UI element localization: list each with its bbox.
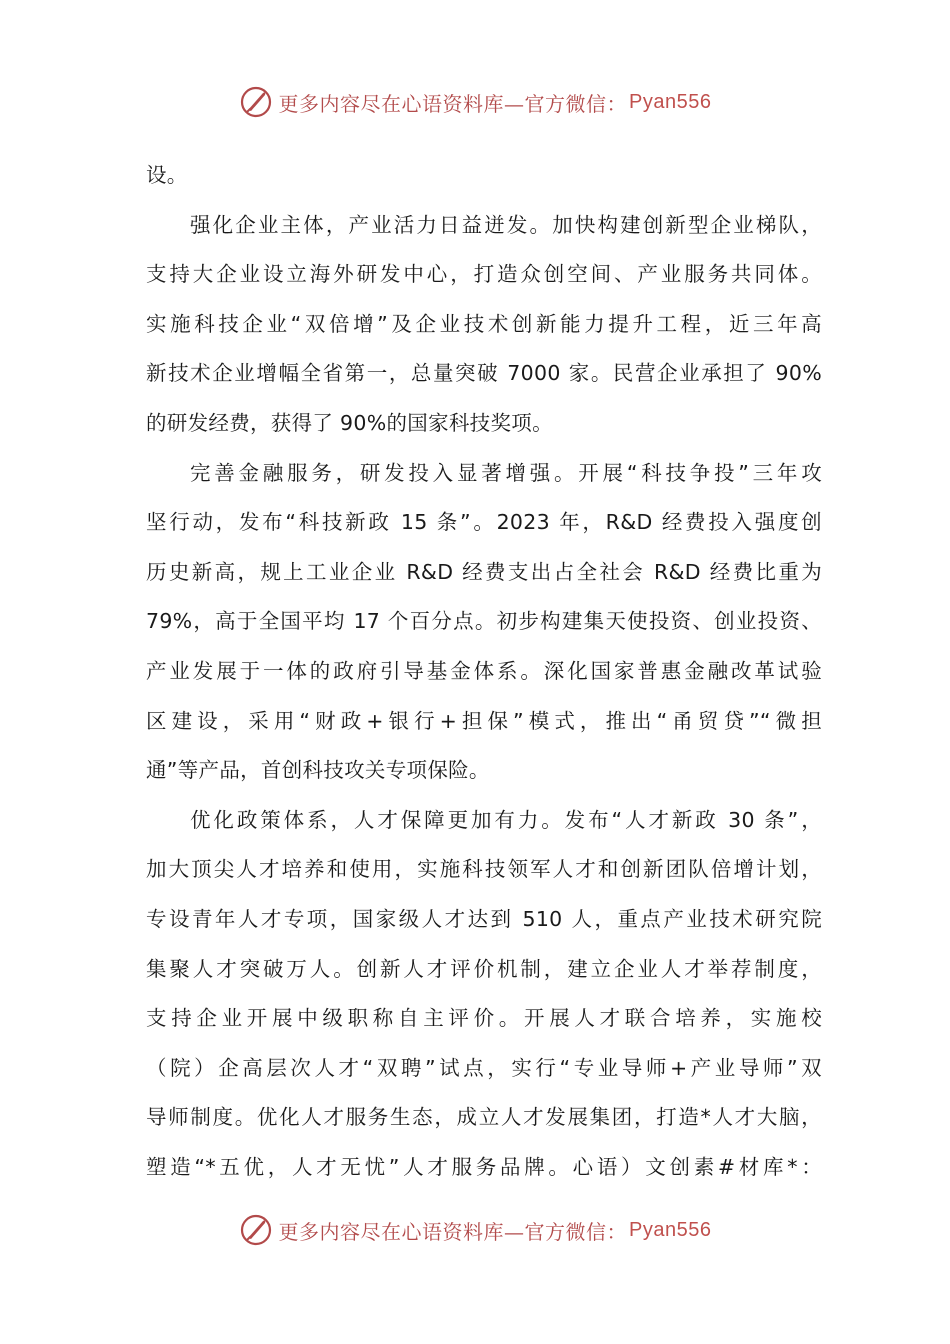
quill-pen-icon xyxy=(239,85,273,119)
quill-pen-icon xyxy=(239,1213,273,1247)
body-line: 实施科技企业“双倍增”及企业技术创新能力提升工程，近三年高 xyxy=(146,311,822,336)
body-line: 支持大企业设立海外研发中心，打造众创空间、产业服务共同体。 xyxy=(146,262,822,287)
body-line: 集聚人才突破万人。创新人才评价机制，建立企业人才举荐制度， xyxy=(146,956,822,981)
body-line: 完善金融服务，研发投入显著增强。开展“科技争投”三年攻 xyxy=(190,460,822,485)
body-line: 设。 xyxy=(146,163,188,187)
body-line: 优化政策体系，人才保障更加有力。发布“人才新政 30 条”， xyxy=(190,807,822,832)
body-line: 区建设，采用“财政+银行+担保”模式，推出“甬贸贷”“微担 xyxy=(146,708,822,733)
body-line: 的研发经费，获得了 90%的国家科技奖项。 xyxy=(146,410,553,435)
body-line: 历史新高，规上工业企业 R&D 经费支出占全社会 R&D 经费比重为 xyxy=(146,559,822,584)
body-line: 通”等产品，首创科技攻关专项保险。 xyxy=(146,758,490,783)
footer-banner-text: 更多内容尽在心语资料库—官方微信： xyxy=(278,1219,628,1244)
body-line: （院）企高层次人才“双聘”试点，实行“专业导师+产业导师”双 xyxy=(146,1055,822,1080)
body-line: 新技术企业增幅全省第一，总量突破 7000 家。民营企业承担了 90% xyxy=(146,361,822,386)
header-banner xyxy=(0,82,950,122)
body-line: 导师制度。优化人才服务生态，成立人才发展集团，打造*人才大脑， xyxy=(146,1105,822,1130)
body-line: 专设青年人才专项，国家级人才达到 510 人，重点产业技术研究院 xyxy=(146,906,822,931)
body-line: 产业发展于一体的政府引导基金体系。深化国家普惠金融改革试验 xyxy=(146,658,822,683)
footer-wechat-id: Pyan556 xyxy=(629,1218,712,1241)
footer-banner xyxy=(0,1210,950,1250)
header-banner-text: 更多内容尽在心语资料库—官方微信： xyxy=(278,91,628,116)
header-wechat-id: Pyan556 xyxy=(629,90,712,113)
document-body xyxy=(146,151,822,1192)
body-line: 塑造“*五优，人才无忧”人才服务品牌。心语）文创素#材库*： xyxy=(146,1154,822,1179)
body-line: 坚行动，发布“科技新政 15 条”。2023 年，R&D 经费投入强度创 xyxy=(146,510,822,535)
body-line: 强化企业主体，产业活力日益迸发。加快构建创新型企业梯队， xyxy=(190,212,822,237)
body-line: 79%，高于全国平均 17 个百分点。初步构建集天使投资、创业投资、 xyxy=(146,609,822,634)
body-line: 加大顶尖人才培养和使用，实施科技领军人才和创新团队倍增计划， xyxy=(146,857,822,882)
body-line: 支持企业开展中级职称自主评价。开展人才联合培养，实施校 xyxy=(146,1006,822,1031)
